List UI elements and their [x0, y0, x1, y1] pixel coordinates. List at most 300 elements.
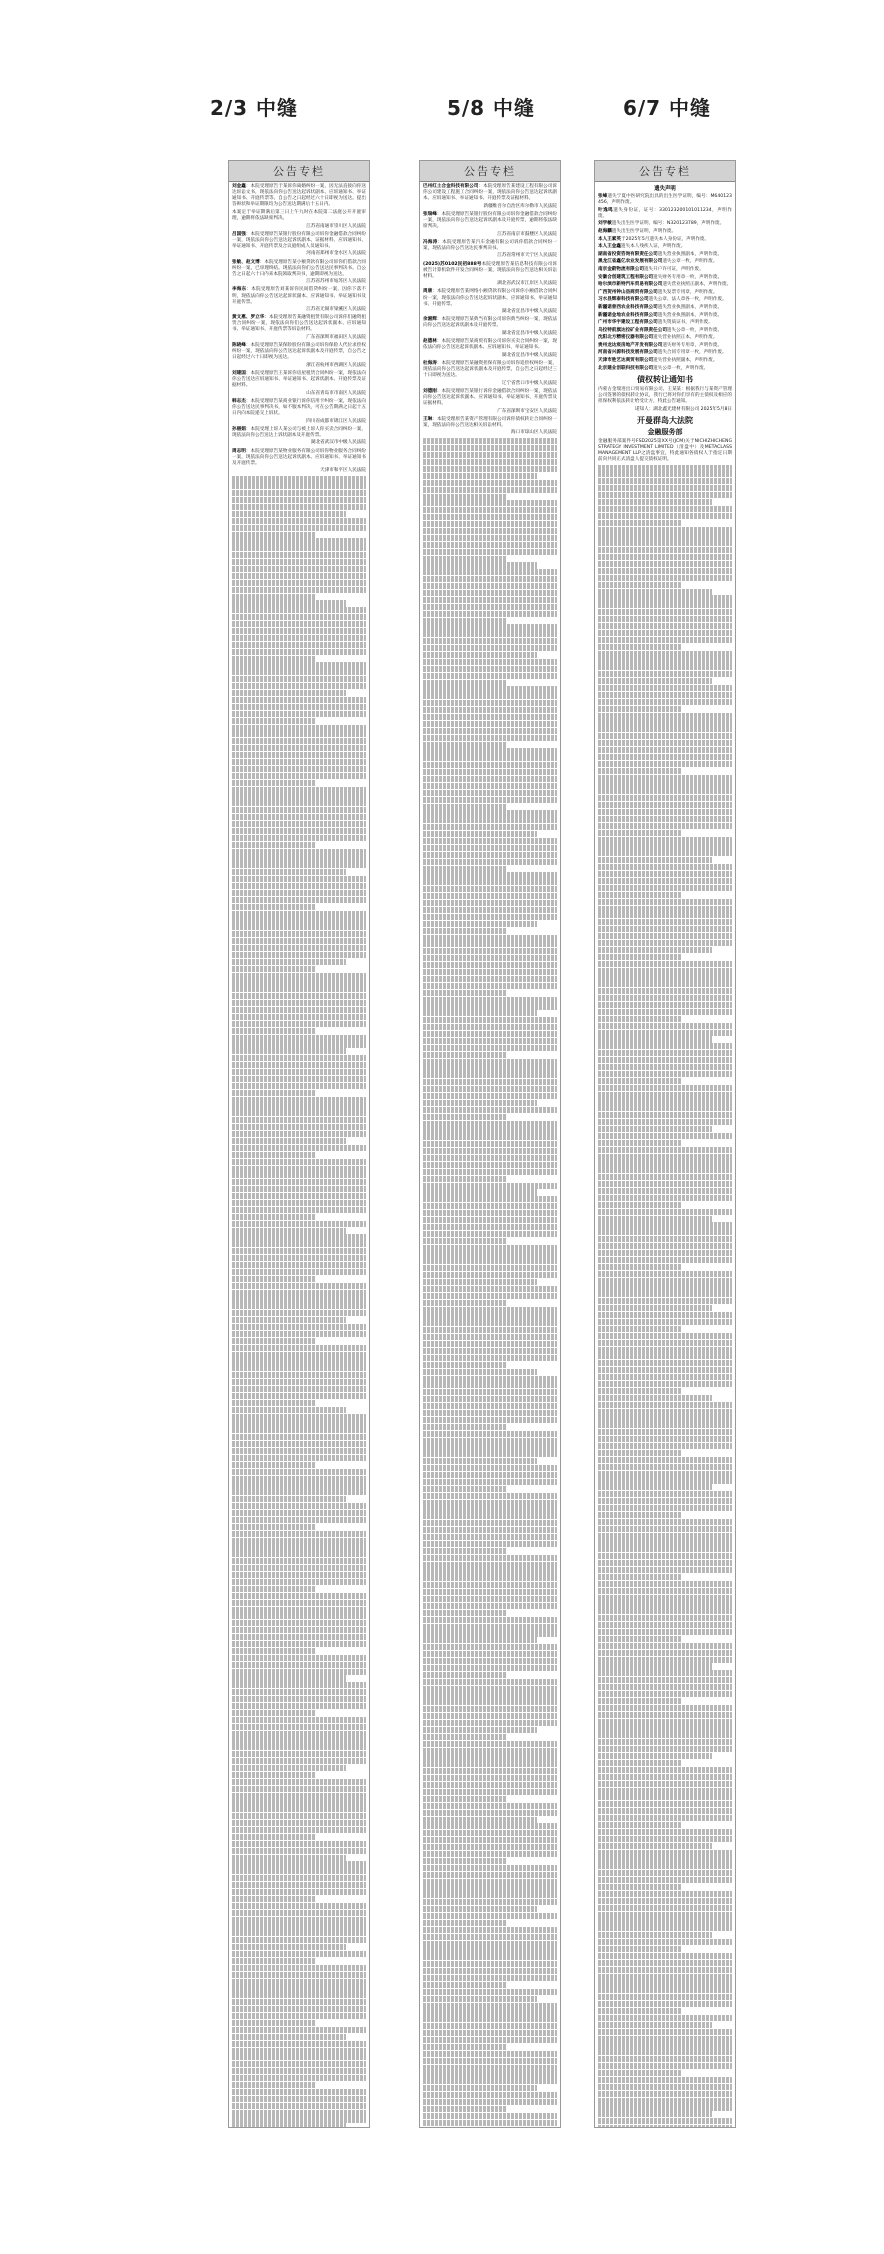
court-name: 湖北省武汉市江岸区人民法院 [497, 281, 557, 287]
notice-party: 韩志杰 [232, 398, 246, 404]
fine-print-texture [423, 2023, 557, 2029]
court-signature [232, 363, 366, 369]
fine-print-texture [423, 1114, 506, 1120]
fine-print-texture [598, 1291, 732, 1297]
fine-print-texture [232, 1875, 366, 1881]
court-name: 广东省深圳市宝安区人民法院 [497, 408, 557, 414]
fine-print-texture [232, 1358, 366, 1364]
fine-print-texture [598, 1126, 712, 1132]
fine-print-texture [598, 1174, 732, 1180]
notice-party: 刘德刚 [423, 388, 437, 394]
fine-print-texture [232, 1917, 366, 1923]
fine-print-texture [423, 1555, 557, 1561]
fine-print-texture [598, 595, 732, 601]
fine-print-texture [423, 921, 537, 927]
fine-print-texture [598, 1808, 732, 1814]
fine-print-texture [598, 1663, 712, 1669]
notice-text: ：本院受理原告某银行诉你金融借款合同纠纷一案，现依法向你公告送达起诉状副本、应诉通知书、举证通知书、开庭传票及证据材料。 [423, 388, 557, 406]
notice-paragraph [598, 221, 732, 227]
fine-print-texture [423, 507, 557, 513]
notice-party: 本人王金鑫 [598, 244, 621, 250]
notice-text: ：本院受理原告某典当有限公司诉你典当纠纷一案，现依法向你公告送达起诉状副本及开庭传票。 [423, 317, 557, 329]
fine-print-texture [598, 961, 732, 967]
fine-print-texture [423, 831, 537, 837]
fine-print-texture [232, 1600, 366, 1606]
fine-print-texture [598, 1264, 681, 1270]
court-signature [423, 253, 557, 259]
fine-print-texture [232, 1303, 366, 1309]
fine-print-texture [423, 1444, 557, 1450]
notice-paragraph [423, 417, 557, 429]
fine-print-texture [232, 2034, 346, 2040]
notice-text: 遗失宁夏中医研究院出具的出生医学证明，编号：M640123456，声明作废。 [598, 194, 732, 206]
fine-print-texture [423, 473, 537, 479]
fine-print-texture [598, 1085, 732, 1091]
fine-print-texture [423, 680, 506, 686]
notice-paragraph [232, 427, 366, 439]
fine-print-texture [598, 954, 681, 960]
fine-print-texture [598, 1443, 732, 1449]
fine-print-texture [423, 562, 537, 568]
fine-print-texture [423, 1548, 506, 1554]
fine-print-texture [598, 1912, 732, 1918]
notice-paragraph [598, 350, 732, 356]
fine-print-texture [423, 2120, 557, 2126]
fine-print-texture [423, 1720, 557, 1726]
fine-print-texture [423, 666, 557, 672]
fine-print-texture [423, 1658, 557, 1664]
fine-print-texture [598, 609, 732, 615]
notice-party: 赵海麟 [598, 228, 612, 234]
fine-print-texture [598, 1477, 732, 1483]
notice-paragraph [232, 371, 366, 389]
fine-print-texture [423, 1382, 557, 1388]
fine-print-texture [598, 1698, 681, 1704]
fine-print-texture [232, 1041, 366, 1047]
fine-print-texture [423, 1031, 557, 1037]
fine-print-texture [598, 1340, 732, 1346]
fine-print-texture [423, 1734, 506, 1740]
fine-print-texture [232, 1903, 366, 1909]
fine-print-texture [423, 445, 557, 451]
fine-print-texture [423, 1858, 506, 1864]
fine-print-texture [598, 1519, 732, 1525]
notice-party: 刘金鑫 [232, 184, 246, 189]
fine-print-texture [423, 1644, 557, 1650]
fine-print-texture [598, 664, 732, 670]
fine-print-texture [598, 678, 712, 684]
fine-print-texture [423, 1334, 557, 1340]
fine-print-texture [423, 1045, 557, 1051]
fine-print-texture [598, 1960, 732, 1966]
fine-print-texture [598, 2091, 732, 2097]
notice-paragraph [423, 389, 557, 407]
fine-print-texture [598, 1402, 732, 1408]
fine-print-texture [423, 1203, 557, 1209]
fine-print-texture [598, 906, 732, 912]
fine-print-texture [598, 1636, 681, 1642]
fine-print-texture [598, 540, 732, 546]
notice-party: 黄文惠、罗立华 [232, 315, 265, 321]
notice-paragraph [423, 184, 557, 202]
fine-print-texture [232, 559, 366, 565]
fine-print-texture [232, 1214, 315, 1220]
fine-print-texture [232, 1296, 366, 1302]
fine-print-texture [423, 1582, 557, 1588]
fine-print-texture [232, 1524, 315, 1530]
fine-print-texture [423, 1189, 537, 1195]
fine-print-texture [598, 830, 681, 836]
fine-print-texture [598, 1725, 732, 1731]
fine-print-texture [598, 1601, 732, 1607]
transfer-title: 债权转让通知书 [637, 374, 693, 384]
fine-print-texture [232, 1186, 366, 1192]
fine-print-texture [423, 2058, 557, 2064]
fine-print-texture [423, 673, 557, 679]
fine-print-texture [232, 959, 346, 965]
fine-print-texture [598, 1043, 732, 1049]
fine-print-texture [423, 1320, 557, 1326]
fine-print-texture [598, 2008, 681, 2014]
fine-print-texture [598, 1429, 732, 1435]
fine-print-texture [423, 1052, 506, 1058]
notice-text: 遗失财务专用章，声明作废。 [662, 342, 723, 348]
notice-paragraph [232, 343, 366, 361]
fine-print-texture [423, 2071, 557, 2077]
fine-print-texture [598, 1588, 732, 1594]
notice-paragraph [598, 358, 732, 364]
fine-print-texture [423, 556, 506, 562]
fine-print-texture [232, 1503, 366, 1509]
fine-print-texture [423, 1107, 557, 1113]
fine-print-texture [232, 849, 366, 855]
fine-print-texture [423, 1741, 557, 1747]
fine-print-texture [598, 754, 732, 760]
fine-print-texture [423, 1872, 557, 1878]
fine-print-texture [232, 924, 366, 930]
fine-print-texture [423, 1065, 557, 1071]
fine-print-texture [232, 1579, 366, 1585]
notice-party: 乌拉特前旗达拉矿业有限责任公司 [598, 327, 667, 333]
fine-print-texture [423, 1823, 557, 1829]
fine-print-texture [598, 1023, 732, 1029]
fine-print-texture [423, 707, 557, 713]
court-name: 山东省青岛市市南区人民法院 [306, 390, 366, 396]
fine-print-texture [598, 1712, 732, 1718]
fine-print-texture [598, 1064, 732, 1070]
fine-print-texture [423, 1672, 506, 1678]
fine-print-texture [423, 879, 557, 885]
fine-print-texture [232, 2020, 315, 2026]
fine-print-texture [232, 842, 315, 848]
panel-header: 公告专栏 [420, 161, 560, 182]
fine-print-texture [423, 1424, 506, 1430]
fine-print-texture [423, 1851, 557, 1857]
fine-print-texture [232, 1083, 366, 1089]
fine-print-texture [598, 2111, 712, 2117]
fine-print-texture [598, 1987, 732, 1993]
fine-print-texture [423, 521, 557, 527]
fine-print-texture [598, 995, 732, 1001]
fine-print-texture [423, 2037, 557, 2043]
fine-print-texture [598, 1836, 732, 1842]
fine-print-texture [232, 1572, 366, 1578]
fine-print-texture [232, 1331, 366, 1337]
fine-print-texture [232, 1972, 366, 1978]
fine-print-texture [598, 2063, 732, 2069]
fine-print-texture [598, 1822, 681, 1828]
fine-print-texture [423, 1575, 557, 1581]
fine-print-texture [232, 621, 366, 627]
fine-print-texture [423, 776, 557, 782]
fine-print-texture [423, 535, 557, 541]
fine-print-texture [423, 728, 557, 734]
fine-print-texture [423, 590, 557, 596]
fine-print-texture [232, 483, 366, 489]
fine-print-texture [232, 1944, 346, 1950]
fine-print-texture [232, 1062, 366, 1068]
fine-print-texture [423, 1162, 557, 1168]
fine-print-texture [598, 651, 732, 657]
panel-header: 公告专栏 [229, 161, 369, 182]
fine-print-texture [423, 1300, 506, 1306]
fine-print-texture [232, 1544, 366, 1550]
notice-paragraph [423, 361, 557, 379]
court-signature [232, 335, 366, 341]
column-title-2: 5/8 中缝 [446, 96, 536, 120]
fine-print-texture [423, 2016, 557, 2022]
fine-print-texture [232, 855, 366, 861]
fine-print-texture [423, 1293, 557, 1299]
fine-print-texture [423, 1768, 557, 1774]
fine-print-texture [423, 652, 537, 658]
notice-text: ：本院受理上诉人某公司与被上诉人你买卖合同纠纷一案，现依法向你公告送达上诉状副本及开庭传票。 [232, 426, 366, 438]
fine-print-texture [423, 817, 557, 823]
fine-print-texture [423, 2009, 557, 2015]
fine-print-texture [598, 568, 732, 574]
fine-print-texture [423, 990, 506, 996]
fine-print-texture [232, 1951, 366, 1957]
fine-print-texture [598, 1760, 681, 1766]
fine-print-texture [598, 685, 732, 691]
fine-print-texture [598, 1967, 732, 1973]
fine-print-texture [598, 1788, 732, 1794]
fine-print-texture [423, 1699, 557, 1705]
fine-print-texture [423, 1865, 557, 1871]
fine-print-texture [232, 532, 315, 538]
notice-party: 广州市华宇建设工程有限公司 [598, 320, 658, 326]
notice-text: 遗失营业执照副本，声明作废。 [653, 358, 718, 364]
fine-print-texture [423, 1307, 557, 1313]
fine-print-texture [598, 719, 732, 725]
notice-party: 河南省兴源科技发展有限公司 [598, 350, 658, 356]
fine-print-texture [232, 1234, 366, 1240]
notice-party: 杜海涛 [423, 360, 437, 366]
fine-print-texture [423, 1630, 557, 1636]
fine-print-texture [423, 480, 557, 486]
fine-print-texture [598, 1650, 732, 1656]
fine-print-texture [232, 2027, 366, 2033]
court-name: 海口市琼山区人民法院 [511, 430, 557, 436]
fine-print-texture [232, 1434, 366, 1440]
fine-print-texture [232, 2096, 366, 2102]
fine-print-texture [423, 618, 506, 624]
fine-print-texture [423, 466, 557, 472]
court-name: 湖北省宜昌市中级人民法院 [501, 352, 557, 358]
fine-print-texture [423, 438, 557, 444]
fine-print-texture [598, 1409, 732, 1415]
fine-print-texture [232, 1538, 366, 1544]
fine-print-texture [598, 506, 732, 512]
fine-print-texture [598, 657, 732, 663]
fine-print-texture [232, 814, 366, 820]
notice-party: 孙丽娟 [232, 426, 246, 432]
fine-print-texture [232, 1910, 366, 1916]
fine-print-texture [232, 1985, 366, 1991]
fine-print-texture [598, 1553, 732, 1559]
fine-print-texture [232, 683, 366, 689]
fine-print-texture [232, 1827, 366, 1833]
fine-print-texture [423, 1906, 537, 1912]
notice-paragraph [598, 194, 732, 206]
fine-print-texture [232, 1930, 366, 1936]
fine-print-texture [232, 1868, 366, 1874]
fine-print-texture [423, 1789, 557, 1795]
fine-print-texture [598, 1243, 732, 1249]
fine-print-texture [423, 1038, 557, 1044]
fine-print-texture [598, 761, 732, 767]
fine-print-texture [232, 1510, 366, 1516]
fine-print-texture [423, 645, 557, 651]
notice-paragraph [598, 305, 732, 311]
fine-print-texture [423, 1830, 557, 1836]
fine-print-texture [598, 1925, 732, 1931]
fine-print-texture [423, 748, 557, 754]
notice-text: ：本院受理原告某小额贷款有限公司诉你们借款合同纠纷一案，已审理终结。现依法向你们公告送达民事判决书。自公告之日起六十日内来本院领取判决书，逾期即视为送达。 [232, 259, 366, 277]
fine-print-texture [232, 1937, 366, 1943]
fine-print-texture [598, 630, 732, 636]
fine-print-texture [232, 607, 366, 613]
fine-print-texture [423, 1258, 557, 1264]
fine-print-texture [232, 1737, 366, 1743]
fine-print-texture [598, 940, 732, 946]
fine-print-texture [598, 1167, 732, 1173]
notice-paragraph [598, 237, 732, 243]
notice-text: 遗失公章一枚，声明作废。 [666, 327, 723, 333]
fine-print-texture [423, 1982, 506, 1988]
fine-print-texture [232, 1248, 366, 1254]
fine-print-texture [598, 1154, 732, 1160]
fine-print-texture [232, 1834, 315, 1840]
fine-print-texture [232, 1482, 366, 1488]
fine-print-texture [423, 1947, 557, 1953]
fine-print-texture [232, 1669, 366, 1675]
fine-print-texture [423, 1072, 557, 1078]
notice-text: 遗失合同专用章一枚，声明作废。 [657, 350, 727, 356]
fine-print-texture [598, 2056, 732, 2062]
notice-party: 叶逸鸣 [598, 207, 614, 213]
fine-print-texture [232, 773, 366, 779]
court-signature [423, 331, 557, 337]
notice-text: 遗失营业执照副本，声明作废。 [657, 251, 723, 257]
fine-print-texture [598, 1574, 681, 1580]
fine-print-texture [232, 1407, 346, 1413]
fine-print-texture [232, 1152, 315, 1158]
fine-print-texture [232, 1441, 366, 1447]
court-signature [423, 430, 557, 436]
notice-text: 遗失营业执照正本，声明作废。 [653, 335, 718, 341]
fine-print-texture [423, 1837, 557, 1843]
fine-print-texture [232, 1607, 366, 1613]
fine-print-texture [423, 576, 557, 582]
notice-text: 于2025年5月遗失本人身份证，声明作废。 [620, 236, 710, 242]
fine-print-texture [598, 1595, 732, 1601]
fine-print-texture [232, 1207, 366, 1213]
fine-print-texture [598, 2029, 732, 2035]
fine-print-texture [598, 1622, 732, 1628]
notice-party: 周志明 [232, 448, 246, 454]
fine-print-texture [232, 1758, 366, 1764]
fine-print-texture [423, 624, 557, 630]
fine-print-texture [232, 635, 366, 641]
fine-print-texture [598, 2049, 732, 2055]
fine-print-texture [232, 979, 366, 985]
fine-print-texture [598, 1684, 732, 1690]
court-name: 辽宁省营口市中级人民法院 [501, 380, 557, 386]
fine-print-texture [598, 713, 732, 719]
notice-party: 黑龙江省鑫亿农业发展有限公司 [598, 259, 663, 265]
fine-print-texture [232, 545, 366, 551]
fine-print-texture [598, 816, 732, 822]
fine-print-texture [423, 1927, 557, 1933]
fine-print-texture [598, 1746, 732, 1752]
fine-print-texture [598, 699, 732, 705]
fine-print-texture [232, 1772, 315, 1778]
fine-print-texture [423, 611, 557, 617]
fine-print-texture [232, 504, 366, 510]
fine-print-texture [232, 1386, 366, 1392]
fine-print-texture [423, 1327, 557, 1333]
notice-text: ：本院受理原告某融资担保有限公司诉你追偿权纠纷一案，现依法向你公告送达起诉状副本及开庭传票，自公告之日起经过三十日即视为送达。 [423, 360, 557, 379]
fine-print-texture [232, 1166, 366, 1172]
fine-print-texture [423, 2092, 557, 2098]
fine-print-texture [423, 1996, 537, 2002]
fine-print-texture [232, 1090, 315, 1096]
notice-paragraph [598, 320, 732, 326]
fine-print-texture [598, 1829, 732, 1835]
fine-print-texture [598, 2036, 732, 2042]
fine-print-texture [423, 1975, 557, 1981]
fine-print-texture [598, 726, 732, 732]
fine-print-texture [232, 1634, 366, 1640]
fine-print-texture [598, 1980, 732, 1986]
notice-text: ：本院受理原告某商贸有限公司诉你买卖合同纠纷一案，现依法向你公告送达起诉状副本、应诉通知书、举证通知书。 [423, 339, 557, 351]
fine-print-texture [598, 1202, 681, 1208]
fine-print-texture [423, 810, 557, 816]
fine-print-texture [423, 2106, 506, 2112]
fine-print-texture [598, 1533, 732, 1539]
fine-print-texture [423, 955, 557, 961]
fine-print-texture [598, 1567, 732, 1573]
notice-panel-2 [419, 160, 561, 2128]
notice-party: 贵州龙达宸房地产开发有限公司 [598, 342, 663, 348]
fine-print-texture [232, 1531, 366, 1537]
lost-notice-heading: 遗失声明 [654, 186, 676, 192]
fine-print-texture [598, 1974, 732, 1980]
fine-print-texture [598, 1946, 681, 1952]
fine-print-texture [598, 1953, 732, 1959]
fine-print-texture [423, 1775, 557, 1781]
